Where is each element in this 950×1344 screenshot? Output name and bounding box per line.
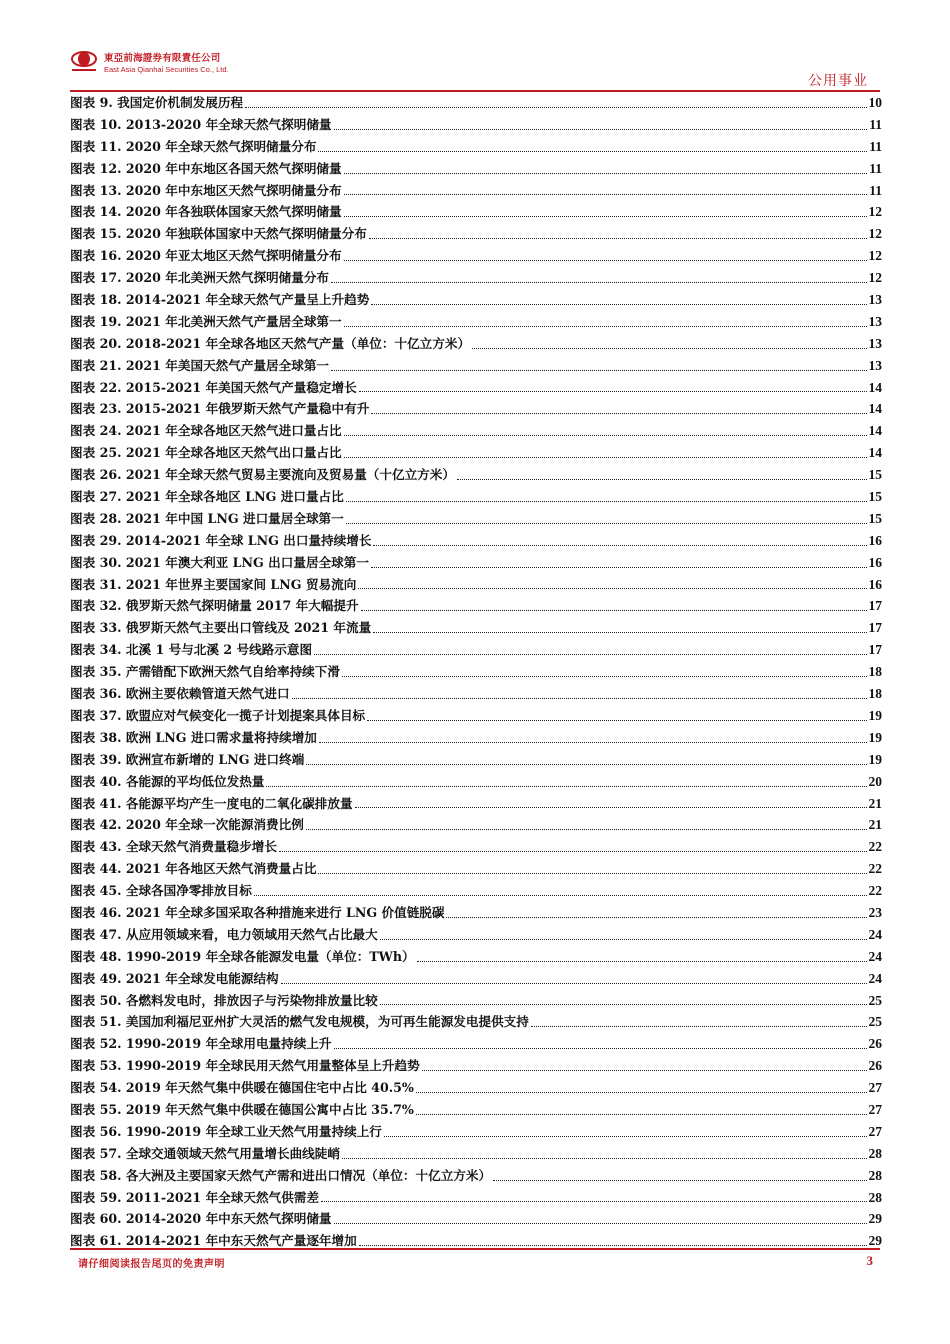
toc-entry-page[interactable]: 27 [868,1080,882,1096]
toc-entry-label[interactable]: 图表 22. 2015-2021 年美国天然气产量稳定增长 [70,379,357,395]
toc-dot-leader [359,1245,867,1246]
toc-entry-label[interactable]: 图表 14. 2020 年各独联体国家天然气探明储量 [70,204,342,220]
toc-entry[interactable] [70,1143,882,1165]
toc-dot-leader [355,807,867,808]
toc-entry[interactable] [70,1099,882,1121]
toc-entry-page[interactable]: 23 [868,904,882,920]
toc-entry-page[interactable]: 16 [868,576,882,592]
toc-entry[interactable] [70,289,882,311]
toc-entry-page[interactable]: 26 [868,1058,882,1074]
toc-entry-page[interactable]: 13 [868,335,882,351]
toc-entry-label[interactable]: 图表 20. 2018-2021 年全球各地区天然气产量（单位：十亿立方米） [70,335,471,351]
toc-entry[interactable] [70,574,882,596]
toc-entry-label[interactable]: 图表 26. 2021 年全球天然气贸易主要流向及贸易量（十亿立方米） [70,467,455,483]
toc-entry-page[interactable]: 21 [868,817,882,833]
toc-dot-leader [292,698,867,699]
toc-entry-page[interactable]: 11 [869,116,882,132]
toc-dot-leader [334,1223,867,1224]
toc-entry[interactable] [70,267,882,289]
toc-dot-leader [346,501,867,502]
toc-dot-leader [344,260,867,261]
toc-dot-leader [369,238,867,239]
toc-entry[interactable] [70,990,882,1012]
toc-entry-page[interactable]: 25 [868,992,882,1008]
toc-entry[interactable] [70,92,882,114]
toc-entry-label[interactable]: 图表 48. 1990-2019 年全球各能源发电量（单位：TWh） [70,948,415,964]
toc-entry[interactable] [70,486,882,508]
toc-entry-label[interactable]: 图表 39. 欧洲宣布新增的 LNG 进口终端 [70,751,305,767]
toc-dot-leader [344,457,867,458]
toc-entry-label[interactable]: 图表 21. 2021 年美国天然气产量居全球第一 [70,357,330,373]
toc-dot-leader [334,1048,867,1049]
toc-entry-page[interactable]: 24 [868,970,882,986]
toc-dot-leader [371,567,867,568]
toc-dot-leader [417,961,867,962]
toc-entry[interactable] [70,1165,882,1187]
toc-dot-leader [371,413,866,414]
toc-entry-label[interactable]: 图表 51. 美国加利福尼亚州扩大灵活的燃气发电规模，为可再生能源发电提供支持 [70,1014,529,1030]
toc-entry[interactable] [70,880,882,902]
toc-entry[interactable] [70,683,882,705]
toc-entry-label[interactable]: 图表 29. 2014-2021 年全球 LNG 出口量持续增长 [70,532,372,548]
toc-entry[interactable] [70,1011,882,1033]
toc-entry[interactable] [70,639,882,661]
toc-entry-label[interactable]: 图表 15. 2020 年独联体国家中天然气探明储量分布 [70,226,367,242]
toc-dot-leader [361,610,867,611]
toc-entry-page[interactable]: 13 [868,313,882,329]
toc-dot-leader [531,1026,867,1027]
toc-dot-leader [457,479,867,480]
toc-dot-leader [359,391,867,392]
toc-dot-leader [344,216,867,217]
toc-dot-leader [279,851,867,852]
toc-dot-leader [321,1201,867,1202]
toc-entry[interactable] [70,355,882,377]
company-logo-icon [70,50,98,74]
toc-entry[interactable] [70,1208,882,1230]
toc-entry-label[interactable]: 图表 13. 2020 年中东地区天然气探明储量分布 [70,182,342,198]
toc-dot-leader [416,1092,867,1093]
toc-entry[interactable] [70,968,882,990]
toc-entry-label[interactable]: 图表 24. 2021 年全球各地区天然气进口量占比 [70,423,342,439]
toc-dot-leader [245,107,866,108]
toc-entry-label[interactable]: 图表 16. 2020 年亚太地区天然气探明储量分布 [70,248,342,264]
toc-entry[interactable] [70,836,882,858]
toc-dot-leader [344,173,868,174]
toc-entry-label[interactable]: 图表 10. 2013-2020 年全球天然气探明储量 [70,116,332,132]
toc-entry-page[interactable]: 19 [868,707,882,723]
toc-entry-label[interactable]: 图表 23. 2015-2021 年俄罗斯天然气产量稳中有升 [70,401,370,417]
toc-entry-label[interactable]: 图表 33. 俄罗斯天然气主要出口管线及 2021 年流量 [70,620,372,636]
toc-dot-leader [446,917,866,918]
toc-entry[interactable] [70,617,882,639]
toc-dot-leader [346,523,867,524]
toc-entry[interactable] [70,595,882,617]
toc-entry[interactable] [70,136,882,158]
company-logo [70,48,270,80]
toc-entry-label[interactable]: 图表 12. 2020 年中东地区各国天然气探明储量 [70,160,342,176]
toc-dot-leader [266,786,866,787]
toc-entry[interactable] [70,180,882,202]
footer-divider [70,1248,880,1250]
toc-entry[interactable] [70,201,882,223]
toc-entry[interactable] [70,1033,882,1055]
toc-entry-page[interactable]: 15 [868,467,882,483]
toc-entry-label[interactable]: 图表 60. 2014-2020 年中东天然气探明储量 [70,1211,332,1227]
toc-dot-leader [384,1136,867,1137]
toc-entry[interactable] [70,398,882,420]
toc-entry[interactable] [70,377,882,399]
toc-entry-page[interactable]: 19 [868,729,882,745]
toc-dot-leader [319,742,867,743]
toc-entry-page[interactable]: 12 [868,270,882,286]
toc-entry-label[interactable]: 图表 28. 2021 年中国 LNG 进口量居全球第一 [70,510,344,526]
toc-entry-label[interactable]: 图表 11. 2020 年全球天然气探明储量分布 [70,138,317,154]
toc-entry-page[interactable]: 22 [868,861,882,877]
toc-entry[interactable] [70,530,882,552]
toc-entry-page[interactable]: 29 [868,1211,882,1227]
toc-entry[interactable] [70,661,882,683]
toc-entry-page[interactable]: 18 [868,664,882,680]
toc-entry-page[interactable]: 28 [868,1167,882,1183]
page-number: 3 [866,1253,873,1268]
toc-entry[interactable] [70,771,882,793]
toc-entry[interactable] [70,245,882,267]
toc-entry-label[interactable]: 图表 61. 2014-2021 年中东天然气产量逐年增加 [70,1233,357,1249]
toc-dot-leader [344,194,868,195]
toc-entry[interactable] [70,858,882,880]
toc-dot-leader [306,764,866,765]
toc-entry-page[interactable]: 22 [868,883,882,899]
toc-entry-page[interactable]: 25 [868,1014,882,1030]
toc-entry-page[interactable]: 16 [868,554,882,570]
toc-entry-label[interactable]: 图表 44. 2021 年各地区天然气消费量占比 [70,861,317,877]
company-name-en: East Asia Qianhai Securities Co., Ltd. [104,65,229,74]
toc-entry-page[interactable]: 18 [868,686,882,702]
toc-entry-page[interactable]: 16 [868,532,882,548]
toc-entry-page[interactable]: 15 [868,510,882,526]
toc-entry[interactable] [70,727,882,749]
company-name-cn: 東亞前海證券有限責任公司 [104,53,221,64]
toc-entry[interactable] [70,464,882,486]
toc-entry-label[interactable]: 图表 47. 从应用领域来看，电力领域用天然气占比最大 [70,926,378,942]
toc-entry-page[interactable]: 28 [868,1145,882,1161]
toc-entry-page[interactable]: 20 [868,773,882,789]
toc-dot-leader [331,370,866,371]
toc-entry-page[interactable]: 19 [868,751,882,767]
table-of-figures [70,92,882,1252]
toc-entry-label[interactable]: 图表 50. 各燃料发电时，排放因子与污染物排放量比较 [70,992,378,1008]
toc-dot-leader [422,1070,867,1071]
toc-entry-page[interactable]: 13 [868,357,882,373]
toc-dot-leader [334,129,868,130]
toc-entry[interactable] [70,924,882,946]
toc-entry[interactable] [70,311,882,333]
toc-dot-leader [380,939,867,940]
toc-entry[interactable] [70,749,882,771]
toc-entry[interactable] [70,705,882,727]
toc-entry-page[interactable]: 29 [868,1233,882,1249]
toc-entry[interactable] [70,158,882,180]
toc-dot-leader [371,304,866,305]
toc-entry-page[interactable]: 24 [868,926,882,942]
toc-entry-page[interactable]: 28 [868,1189,882,1205]
toc-entry-page[interactable]: 14 [868,401,882,417]
page-header [0,0,950,98]
toc-entry-label[interactable]: 图表 55. 2019 年天然气集中供暖在德国公寓中占比 35.7% [70,1101,414,1117]
toc-entry-page[interactable]: 12 [868,226,882,242]
toc-entry-label[interactable]: 图表 37. 欧盟应对气候变化一揽子计划提案具体目标 [70,707,366,723]
toc-entry-label[interactable]: 图表 52. 1990-2019 年全球用电量持续上升 [70,1036,332,1052]
toc-entry-label[interactable]: 图表 40. 各能源的平均低位发热量 [70,773,265,789]
toc-entry-label[interactable]: 图表 32. 俄罗斯天然气探明储量 2017 年大幅提升 [70,598,359,614]
toc-entry[interactable] [70,814,882,836]
toc-dot-leader [254,895,867,896]
toc-entry[interactable] [70,333,882,355]
toc-dot-leader [373,632,866,633]
toc-entry-label[interactable]: 图表 34. 北溪 1 号与北溪 2 号线路示意图 [70,642,313,658]
toc-dot-leader [358,588,866,589]
toc-entry-page[interactable]: 17 [868,598,882,614]
toc-entry[interactable] [70,223,882,245]
toc-entry-page[interactable]: 24 [868,948,882,964]
toc-entry-label[interactable]: 图表 42. 2020 年全球一次能源消费比例 [70,817,304,833]
toc-dot-leader [367,720,866,721]
toc-entry-label[interactable]: 图表 36. 欧洲主要依赖管道天然气进口 [70,686,290,702]
toc-entry-page[interactable]: 27 [868,1101,882,1117]
toc-entry-label[interactable]: 图表 59. 2011-2021 年全球天然气供需差 [70,1189,319,1205]
toc-dot-leader [306,829,867,830]
toc-entry[interactable] [70,902,882,924]
toc-entry-page[interactable]: 14 [868,445,882,461]
toc-dot-leader [416,1114,867,1115]
toc-dot-leader [344,435,867,436]
toc-entry-page[interactable]: 17 [868,620,882,636]
toc-entry-label[interactable]: 图表 38. 欧洲 LNG 进口需求量将持续增加 [70,729,317,745]
toc-entry-label[interactable]: 图表 53. 1990-2019 年全球民用天然气用量整体呈上升趋势 [70,1058,420,1074]
toc-entry-page[interactable]: 11 [869,160,882,176]
toc-entry-label[interactable]: 图表 43. 全球天然气消费量稳步增长 [70,839,277,855]
toc-entry[interactable] [70,442,882,464]
toc-dot-leader [318,873,866,874]
toc-entry-page[interactable]: 21 [868,795,882,811]
toc-dot-leader [373,545,866,546]
toc-entry-label[interactable]: 图表 17. 2020 年北美洲天然气探明储量分布 [70,270,330,286]
toc-entry-page[interactable]: 12 [868,204,882,220]
toc-entry[interactable] [70,793,882,815]
toc-entry-label[interactable]: 图表 27. 2021 年全球各地区 LNG 进口量占比 [70,489,344,505]
toc-entry-label[interactable]: 图表 49. 2021 年全球发电能源结构 [70,970,279,986]
toc-entry-page[interactable]: 15 [868,489,882,505]
toc-entry[interactable] [70,114,882,136]
toc-entry-label[interactable]: 图表 19. 2021 年北美洲天然气产量居全球第一 [70,313,342,329]
toc-dot-leader [472,348,866,349]
toc-dot-leader [331,282,866,283]
toc-entry-page[interactable]: 27 [868,1123,882,1139]
toc-dot-leader [281,983,867,984]
toc-entry-page[interactable]: 26 [868,1036,882,1052]
toc-entry-label[interactable]: 图表 57. 全球交通领域天然气用量增长曲线陡峭 [70,1145,340,1161]
toc-entry-page[interactable]: 11 [869,182,882,198]
toc-entry[interactable] [70,552,882,574]
toc-entry-page[interactable]: 12 [868,248,882,264]
toc-entry-label[interactable]: 图表 54. 2019 年天然气集中供暖在德国住宅中占比 40.5% [70,1080,414,1096]
toc-entry-label[interactable]: 图表 56. 1990-2019 年全球工业天然气用量持续上行 [70,1123,382,1139]
toc-entry-label[interactable]: 图表 18. 2014-2021 年全球天然气产量呈上升趋势 [70,292,370,308]
toc-entry[interactable] [70,508,882,530]
toc-entry[interactable] [70,1055,882,1077]
toc-entry[interactable] [70,1077,882,1099]
toc-entry[interactable] [70,1121,882,1143]
toc-entry-label[interactable]: 图表 46. 2021 年全球多国采取各种措施来进行 LNG 价值链脱碳 [70,904,445,920]
footer-disclaimer: 请仔细阅读报告尾页的免责声明 [78,1259,225,1270]
toc-entry-page[interactable]: 22 [868,839,882,855]
toc-entry-label[interactable]: 图表 30. 2021 年澳大利亚 LNG 出口量居全球第一 [70,554,369,570]
toc-dot-leader [380,1004,867,1005]
toc-entry-page[interactable]: 14 [868,423,882,439]
toc-entry[interactable] [70,420,882,442]
toc-entry-page[interactable]: 17 [868,642,882,658]
toc-dot-leader [342,676,867,677]
toc-entry-page[interactable]: 14 [868,379,882,395]
toc-entry-label[interactable]: 图表 41. 各能源平均产生一度电的二氧化碳排放量 [70,795,353,811]
toc-entry-label[interactable]: 图表 9. 我国定价机制发展历程 [70,95,244,110]
toc-entry-label[interactable]: 图表 25. 2021 年全球各地区天然气出口量占比 [70,445,342,461]
toc-entry-label[interactable]: 图表 58. 各大洲及主要国家天然气产需和进出口情况（单位：十亿立方米） [70,1167,492,1183]
sector-label: 公用事业 [808,73,868,89]
toc-dot-leader [493,1180,866,1181]
toc-entry[interactable] [70,1187,882,1209]
toc-entry-label[interactable]: 图表 31. 2021 年世界主要国家间 LNG 贸易流向 [70,576,357,592]
toc-dot-leader [314,654,866,655]
toc-entry-page[interactable]: 10 [868,95,882,110]
toc-dot-leader [344,326,867,327]
toc-dot-leader [318,151,867,152]
toc-dot-leader [342,1158,867,1159]
toc-entry-label[interactable]: 图表 45. 全球各国净零排放目标 [70,883,252,899]
toc-entry-page[interactable]: 13 [868,292,882,308]
toc-entry-page[interactable]: 11 [869,138,882,154]
toc-entry-label[interactable]: 图表 35. 产需错配下欧洲天然气自给率持续下滑 [70,664,340,680]
toc-entry[interactable] [70,946,882,968]
